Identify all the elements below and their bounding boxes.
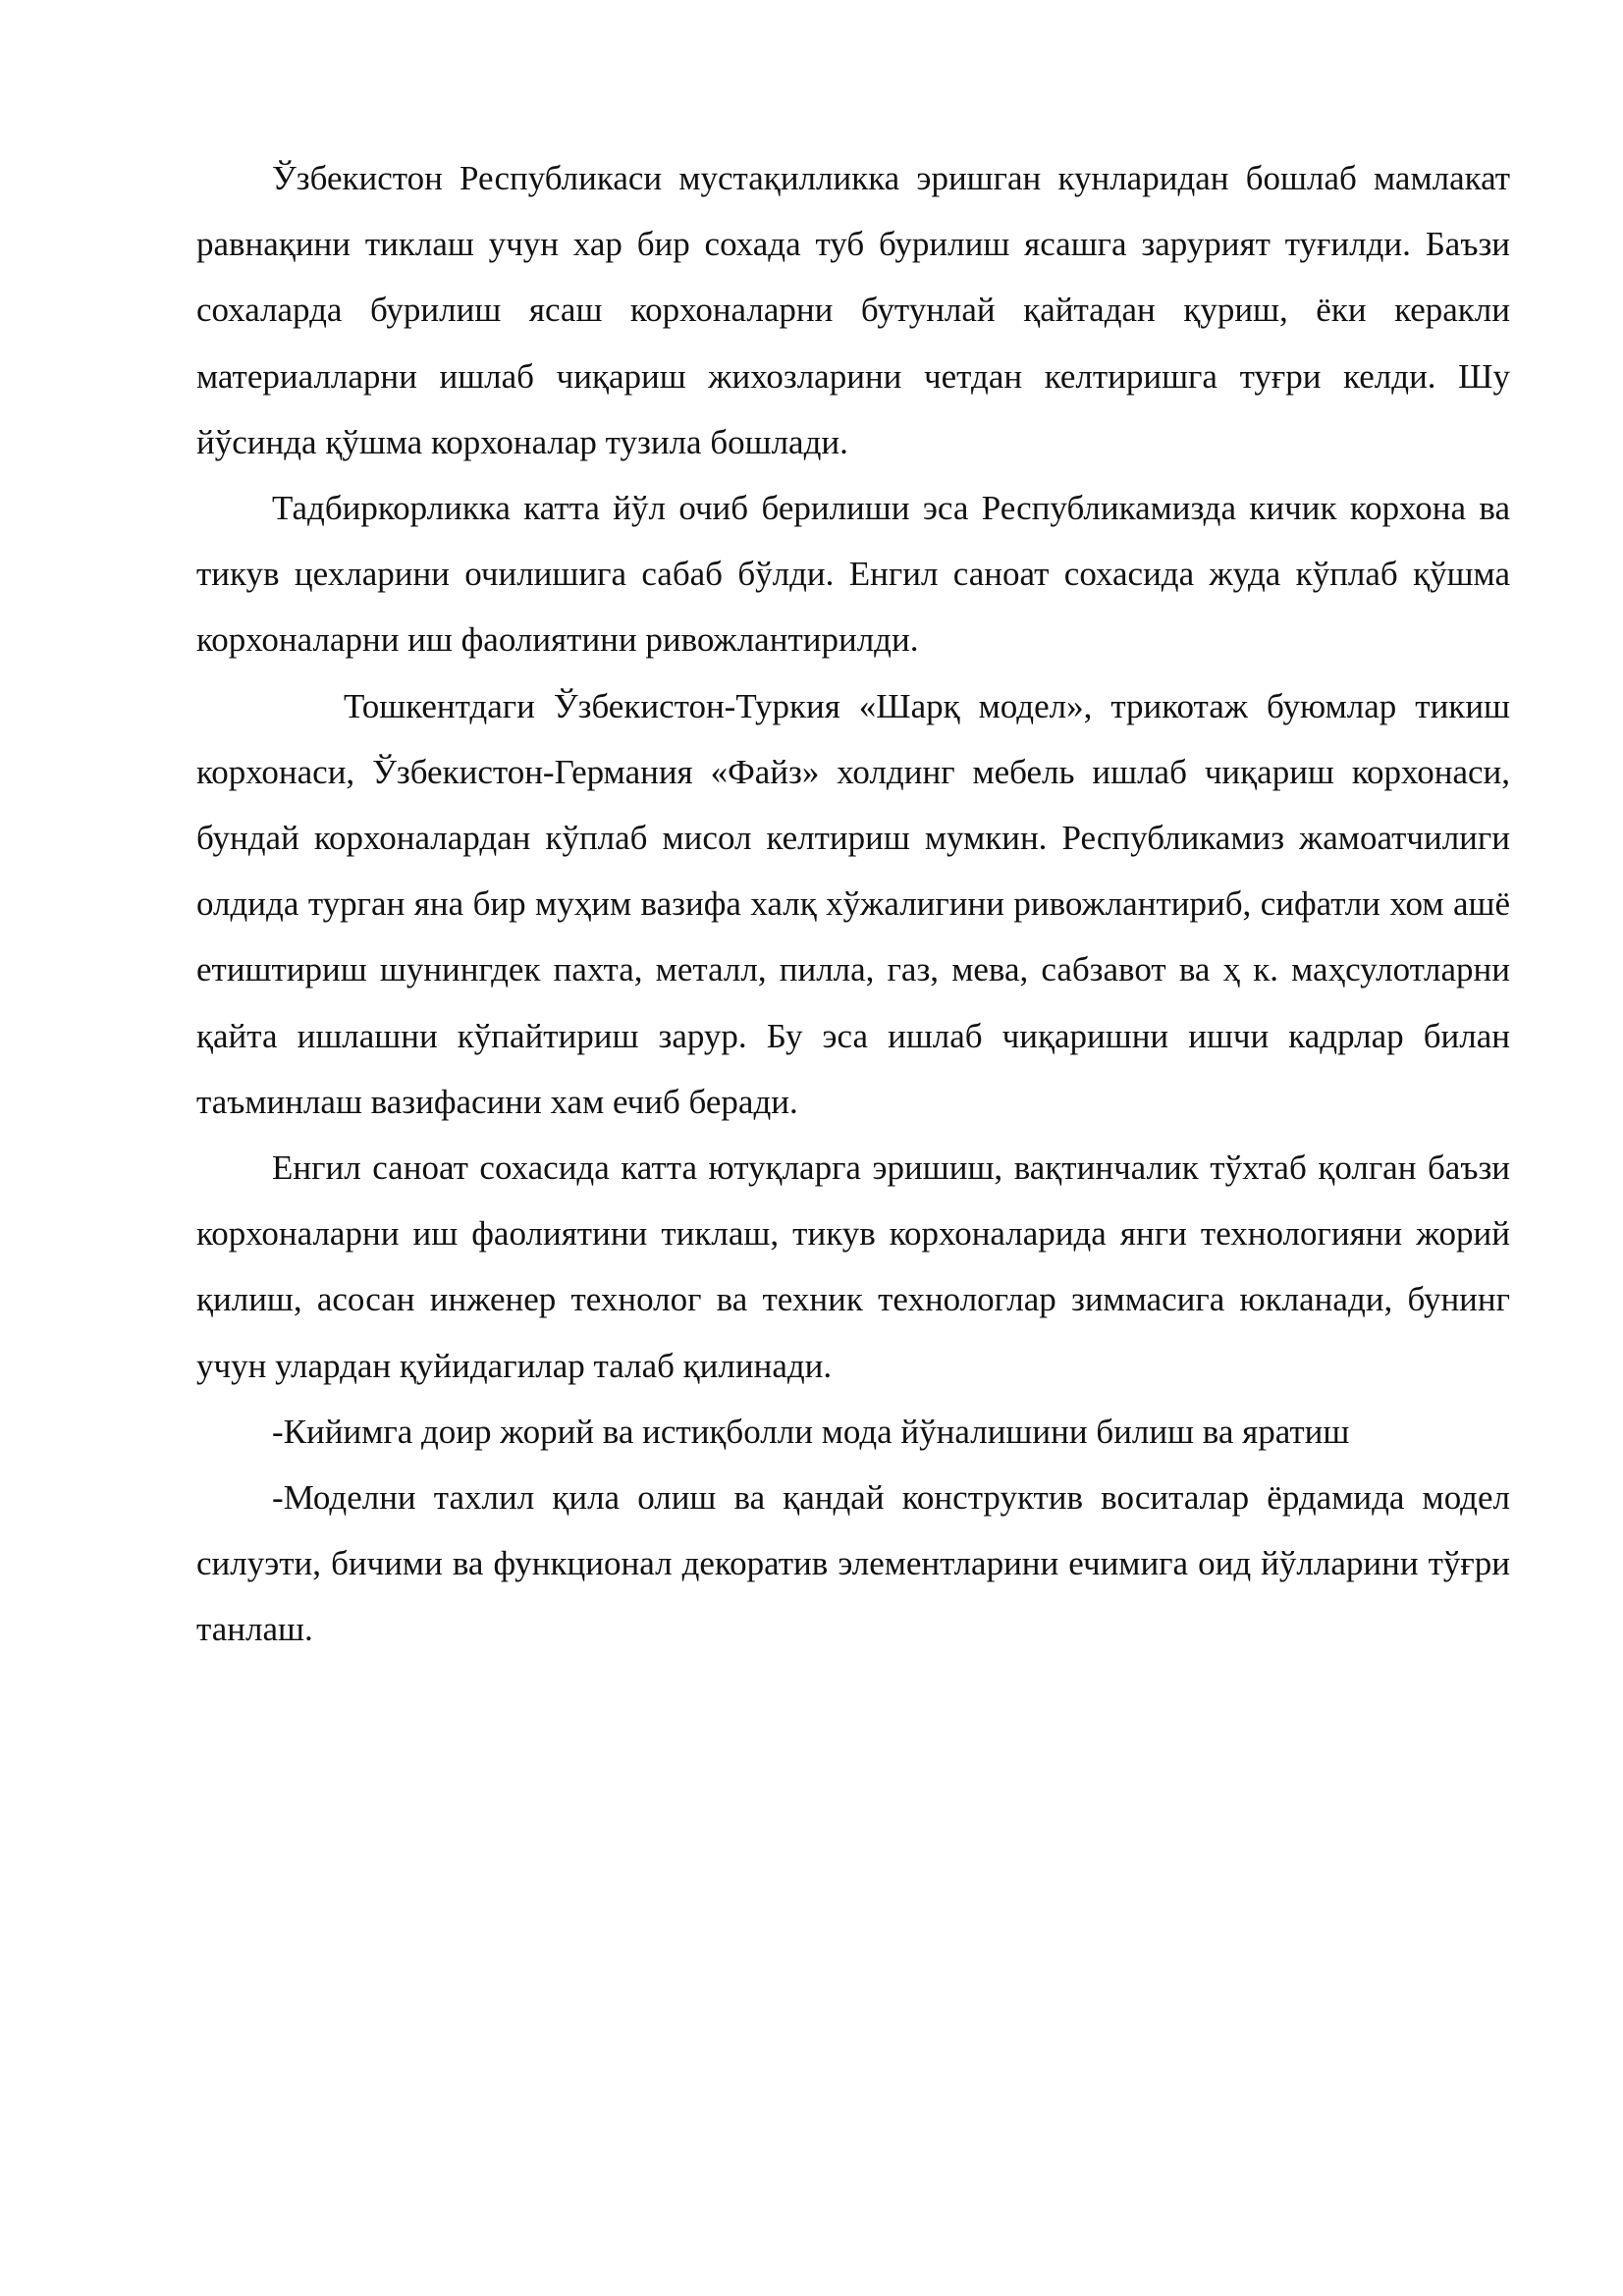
list-item-fashion: -Кийимга доир жорий ва истиқболли мода йўналишини билиш ва яратиш: [272, 1412, 1350, 1451]
paragraph-light-industry: Енгил саноат сохасида катта ютуқларга эришиш, вақтинчалик тўхтаб қолган баъзи корхоналарни иш фаолиятини тиклаш, тикув корхоналарида янги технологияни жорий қилиш, асосан инженер технолог ва техник технологлар зиммасига юкланади, бунинг учун улардан қуйидагилар талаб қилинади.: [196, 1148, 1510, 1385]
body-text: [196, 145, 1510, 1663]
list-item-model-analysis: -Моделни тахлил қила олиш ва қандай конструктив воситалар ёрдамида модел силуэти, бичими ва функционал декоратив элементларини ечимига оид йўлларини тўғри танлаш.: [196, 1478, 1510, 1649]
paragraph-entrepreneurship: Тадбиркорликка катта йўл очиб берилиши эса Республикамизда кичик корхона ва тикув цехларини очилишига сабаб бўлди. Енгил саноат сохасида жуда кўплаб қўшма корхоналарни иш фаолиятини ривожлантирилди.: [196, 489, 1510, 660]
paragraph-independence: Ўзбекистон Республикаси мустақилликка эришган кунларидан бошлаб мамлакат равнақини тиклаш учун хар бир сохада туб бурилиш ясашга зарурият туғилди. Баъзи сохаларда бурилиш ясаш корхоналарни бутунлай қайтадан қуриш, ёки керакли материалларни ишлаб чиқариш жихозларини четдан келтиришга туғри келди. Шу йўсинда қўшма корхоналар тузила бошлади.: [196, 159, 1510, 461]
paragraph-joint-ventures: Тошкентдаги Ўзбекистон-Туркия «Шарқ модел», трикотаж буюмлар тикиш корхонаси, Ўзбекистон-Германия «Файз» холдинг мебель ишлаб чиқариш корхонаси, бундай корхоналардан кўплаб мисол келтириш мумкин. Республикамиз жамоатчилиги олдида турган яна бир муҳим вазифа халқ хўжалигини ривожлантириб, сифатли хом ашё етиштириш шунингдек пахта, металл, пилла, газ, мева, сабзавот ва ҳ к. маҳсулотларни қайта ишлашни кўпайтириш зарур. Бу эса ишлаб чиқаришни ишчи кадрлар билан таъминлаш вазифасини хам ечиб беради.: [196, 686, 1510, 1121]
